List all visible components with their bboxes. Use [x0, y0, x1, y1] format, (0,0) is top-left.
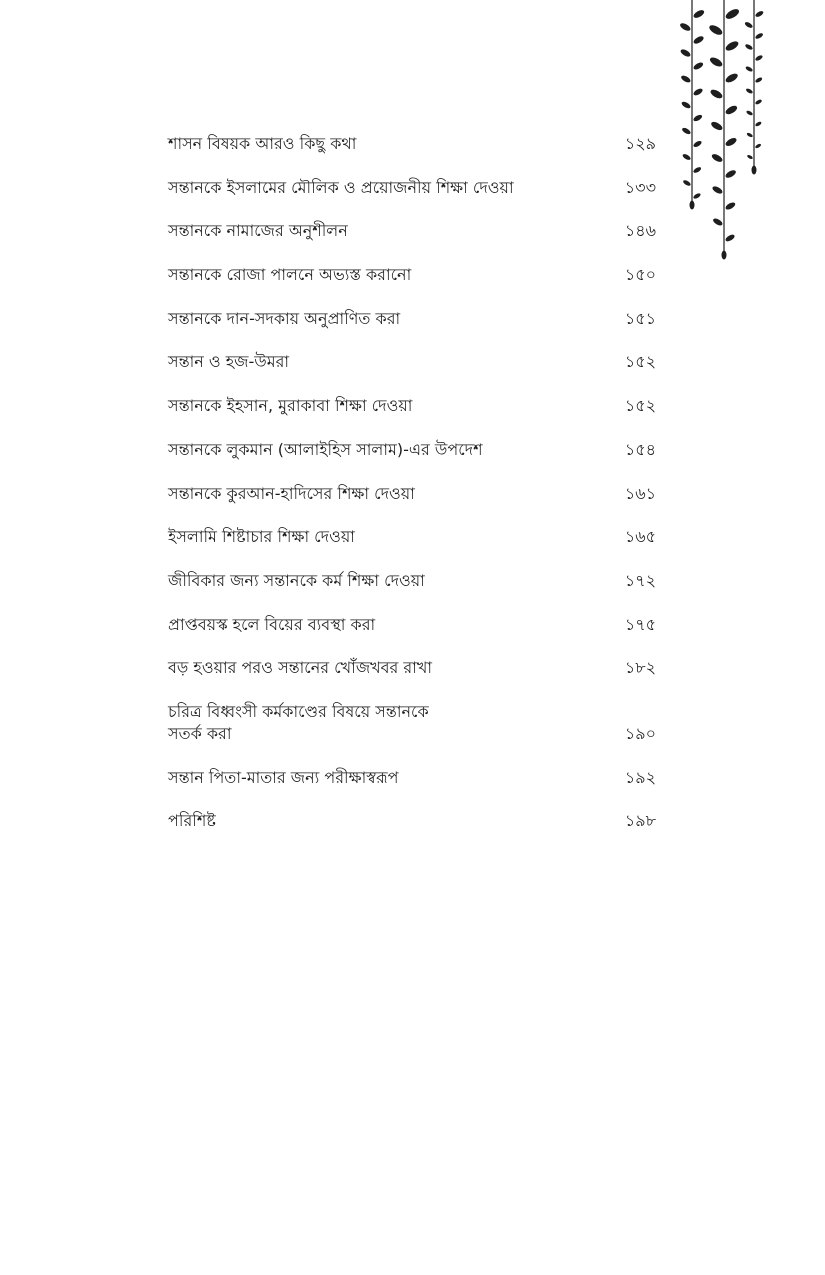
toc-entry	[168, 439, 656, 461]
toc-entry	[168, 657, 656, 679]
toc-entry-title: সন্তানকে দান-সদকায় অনুপ্রাণিত করা	[168, 308, 401, 328]
toc-entry-page-number: ১৫২	[624, 396, 656, 416]
toc-entry	[168, 614, 656, 636]
toc-entry-title: চরিত্র বিধ্বংসী কর্মকাণ্ডের বিষয়ে সন্তানকে সতর্ক করা	[168, 701, 429, 743]
toc-entry-page-number: ১৮২	[624, 658, 656, 678]
toc-entry-title: বড় হওয়ার পরও সন্তানের খোঁজখবর রাখা	[168, 658, 433, 678]
toc-entry-page-number: ১৭৫	[624, 614, 656, 634]
toc-entry-page-number: ১৫৪	[624, 439, 656, 459]
toc-entry-page-number: ১৯২	[624, 767, 656, 787]
toc-entry	[168, 483, 656, 505]
toc-entry-title: শাসন বিষয়ক আরও কিছু কথা	[168, 134, 357, 153]
toc-entry-page-number: ১৯০	[624, 723, 656, 743]
toc-entry-title: সন্তানকে রোজা পালনে অভ্যস্ত করানো	[168, 265, 412, 285]
toc-entry-title: জীবিকার জন্য সন্তানকে কর্ম শিক্ষা দেওয়া	[168, 570, 425, 590]
toc-entry-page-number: ১৫২	[624, 352, 656, 372]
toc-entry-page-number: ১৫১	[624, 308, 656, 328]
toc-entry-title: প্রাপ্তবয়স্ক হলে বিয়ের ব্যবস্থা করা	[168, 614, 376, 634]
toc-entry	[168, 570, 656, 592]
toc-entry	[168, 351, 656, 373]
toc-entry-title: সন্তানকে ইসলামের মৌলিক ও প্রয়োজনীয় শিক্ষা দেওয়া	[168, 177, 514, 197]
toc-entry-title: সন্তান ও হজ-উমরা	[168, 352, 290, 372]
toc-entry-title: সন্তানকে ইহসান, মুরাকাবা শিক্ষা দেওয়া	[168, 396, 413, 416]
toc-entry-page-number: ১৩৩	[624, 177, 656, 197]
hanging-leaf-vine-icon	[672, 0, 772, 262]
table-of-contents	[168, 133, 656, 854]
toc-entry-page-number: ১৫০	[624, 265, 656, 285]
toc-entry	[168, 177, 656, 199]
toc-entry-title: সন্তানকে লুকমান (আলাইহিস সালাম)-এর উপদেশ	[168, 439, 483, 459]
toc-entry	[168, 767, 656, 789]
toc-entry	[168, 810, 656, 832]
toc-entry-page-number: ১৬১	[624, 483, 656, 503]
toc-entry-title: সন্তানকে নামাজের অনুশীলন	[168, 221, 348, 241]
toc-entry	[168, 220, 656, 242]
toc-entry-title: পরিশিষ্ট	[168, 811, 216, 831]
toc-entry	[168, 133, 656, 155]
toc-entry-page-number: ১৬৫	[624, 527, 656, 547]
toc-entry-page-number: ১২৯	[624, 134, 656, 153]
toc-entry	[168, 264, 656, 286]
toc-entry-page-number: ১৪৬	[624, 221, 656, 241]
toc-entry	[168, 308, 656, 330]
toc-entry-title: সন্তানকে কুরআন-হাদিসের শিক্ষা দেওয়া	[168, 483, 415, 503]
toc-entry-page-number: ১৯৮	[624, 811, 656, 831]
toc-entry	[168, 526, 656, 548]
toc-entry-page-number: ১৭২	[624, 570, 656, 590]
toc-entry	[168, 395, 656, 417]
toc-entry-title: ইসলামি শিষ্টাচার শিক্ষা দেওয়া	[168, 527, 355, 547]
toc-entry	[168, 701, 656, 745]
toc-entry-title: সন্তান পিতা-মাতার জন্য পরীক্ষাস্বরূপ	[168, 767, 399, 787]
